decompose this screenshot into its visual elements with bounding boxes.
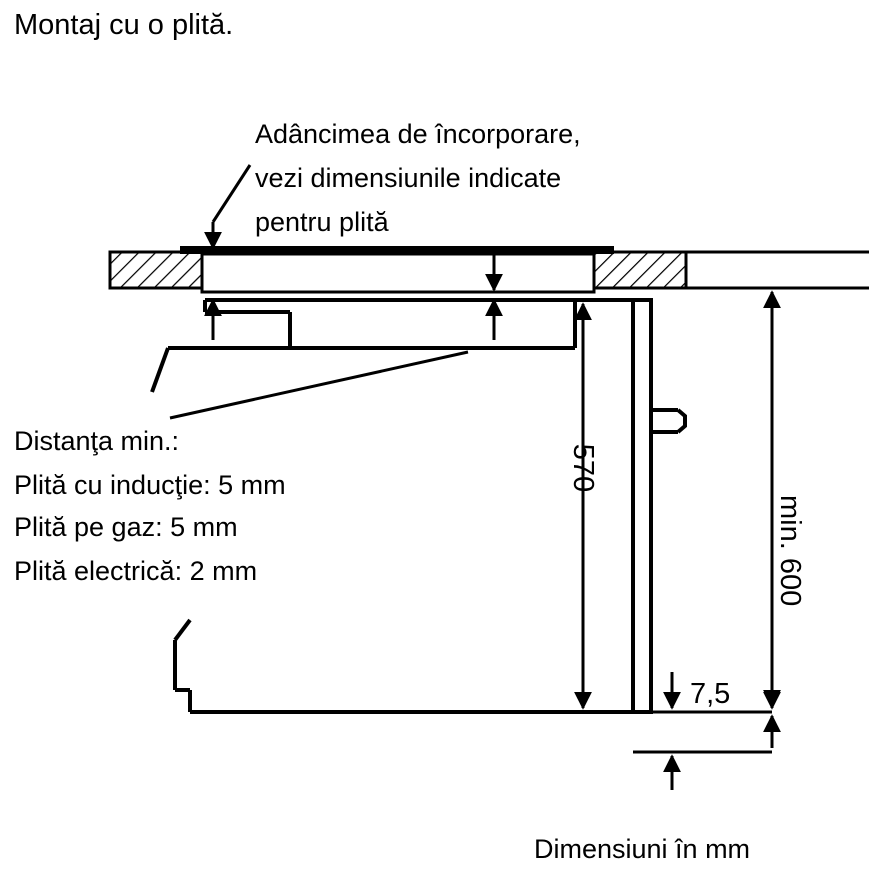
hob-body [180,246,614,292]
min-distance-line-1: Plită cu inducţie: 5 mm [14,470,286,500]
oven-height-label: 570 [567,443,599,493]
min-distance-line-2: Plită pe gaz: 5 mm [14,512,238,542]
worktop-right [594,252,686,288]
bottom-gap-dimension [633,672,772,790]
min-niche-label: min. 600 [774,495,806,607]
min-distance-leader [170,352,468,418]
min-distance-heading: Distanţa min.: [14,426,180,456]
depth-note-line-2: vezi dimensiunile indicate [255,163,562,193]
depth-note-line-3: pentru plită [255,207,389,237]
min-distance-line-3: Plită electrică: 2 mm [14,556,258,586]
oven-height-dimension [567,304,599,708]
worktop-left [110,252,202,288]
oven-door-handle [651,410,685,432]
depth-note-leader [213,165,250,248]
oven-outline [152,300,633,712]
oven-door-panel [633,300,651,712]
page-title: Montaj cu o plită. [14,9,234,41]
bottom-gap-label: 7,5 [690,678,731,710]
footer-note: Dimensiuni în mm [534,834,751,864]
min-niche-dimension [772,292,806,706]
depth-note-line-1: Adâncimea de încorporare, [255,119,581,149]
